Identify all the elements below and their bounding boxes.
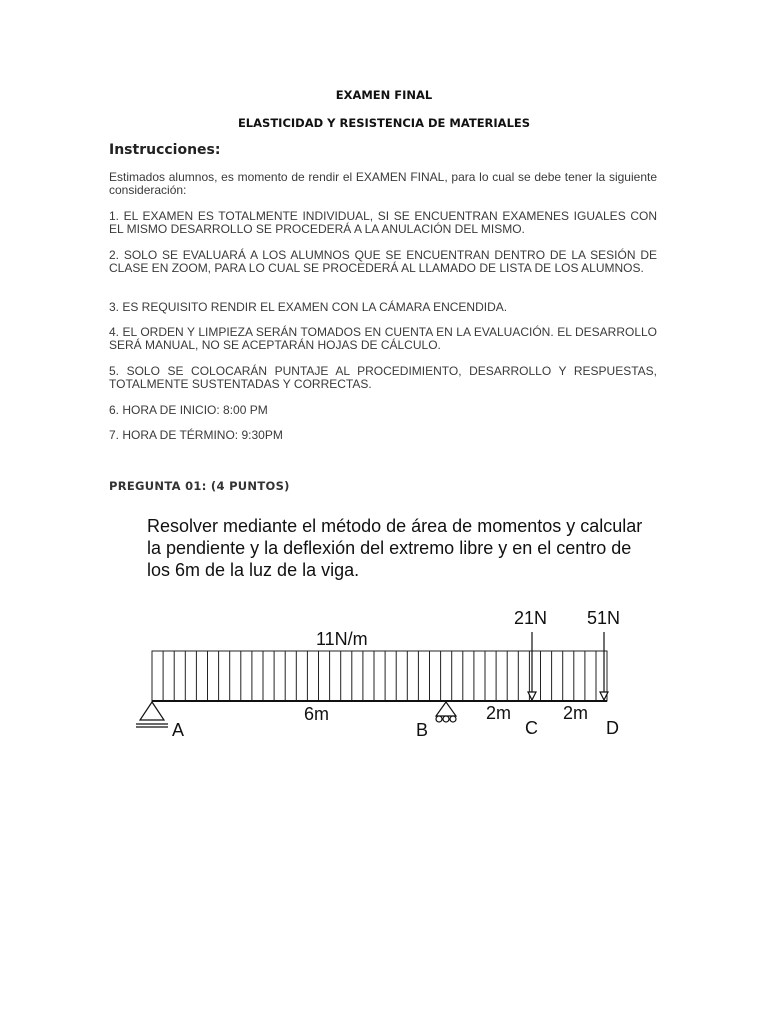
span-bc-label: 2m xyxy=(486,703,512,723)
beam-diagram xyxy=(120,600,640,745)
point-load-d-label: 51N xyxy=(587,608,621,628)
instructions-heading: Instrucciones: xyxy=(109,142,221,158)
pin-support-a-icon xyxy=(136,702,168,727)
instruction-item-1: 1. EL EXAMEN ES TOTALMENTE INDIVIDUAL, SI SE ENCUENTRAN EXAMENES IGUALES CON EL MISMO DESARROLLO SE PROCEDERÁ A LA ANULACIÓN DEL MISMO. xyxy=(109,209,657,236)
question-heading: PREGUNTA 01: (4 PUNTOS) xyxy=(109,479,290,493)
point-d-label: D xyxy=(606,718,619,738)
instruction-item-4: 4. EL ORDEN Y LIMPIEZA SERÁN TOMADOS EN CUENTA EN LA EVALUACIÓN. EL DESARROLLO SERÁ MANUAL, NO SE ACEPTARÁN HOJAS DE CÁLCULO. xyxy=(109,325,657,352)
question-statement: Resolver mediante el método de área de momentos y calcular la pendiente y la deflexión del extremo libre y en el centro de los 6m de la luz de la viga. xyxy=(147,516,643,580)
point-load-c-label: 21N xyxy=(514,608,548,628)
distributed-load-label: 11N/m xyxy=(316,629,368,649)
instruction-item-5: 5. SOLO SE COLOCARÁN PUNTAJE AL PROCEDIMIENTO, DESARROLLO Y RESPUESTAS, TOTALMENTE SUSTENTADAS Y CORRECTAS. xyxy=(109,364,657,391)
distributed-load-block xyxy=(152,651,607,701)
intro-paragraph: Estimados alumnos, es momento de rendir el EXAMEN FINAL, para lo cual se debe tener la siguiente consideración: xyxy=(109,170,657,197)
instruction-item-2: 2. SOLO SE EVALUARÁ A LOS ALUMNOS QUE SE ENCUENTRAN DENTRO DE LA SESIÓN DE CLASE EN ZOOM, PARA LO CUAL SE PROCEDERÁ AL LLAMADO DE LISTA DE LOS ALUMNOS. xyxy=(109,248,657,275)
instruction-item-6: 6. HORA DE INICIO: 8:00 PM xyxy=(109,403,268,417)
point-a-label: A xyxy=(172,720,185,740)
roller-support-b-icon xyxy=(436,702,456,722)
exam-title: EXAMEN FINAL xyxy=(335,88,433,102)
span-ab-label: 6m xyxy=(304,704,330,724)
point-b-label: B xyxy=(416,720,429,740)
span-cd-label: 2m xyxy=(563,703,589,723)
load-outline xyxy=(152,651,607,701)
instruction-item-3: 3. ES REQUISITO RENDIR EL EXAMEN CON LA CÁMARA ENCENDIDA. xyxy=(109,300,508,314)
exam-subtitle: ELASTICIDAD Y RESISTENCIA DE MATERIALES xyxy=(237,116,531,130)
instruction-item-7: 7. HORA DE TÉRMINO: 9:30PM xyxy=(109,428,283,442)
point-c-label: C xyxy=(525,718,538,738)
